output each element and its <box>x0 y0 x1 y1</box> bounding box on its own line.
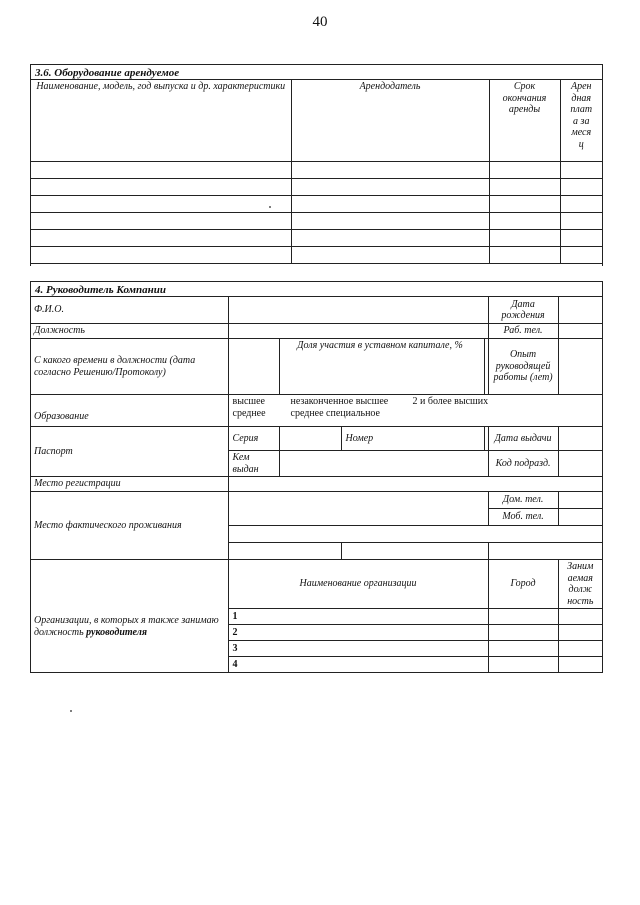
org-row-number[interactable]: 3 <box>228 641 488 657</box>
label-passport: Паспорт <box>31 427 228 477</box>
label-registration: Место регистрации <box>31 477 228 492</box>
table-cell[interactable] <box>489 179 560 196</box>
input-residence-3[interactable] <box>488 543 602 560</box>
table-cell[interactable] <box>560 179 602 196</box>
input-home-phone[interactable] <box>558 492 602 509</box>
table-cell[interactable] <box>31 230 291 247</box>
label-home-phone: Дом. тел. <box>488 492 558 509</box>
header-position-line: ность <box>567 595 594 607</box>
label-number: Номер <box>341 427 484 451</box>
table-cell[interactable] <box>489 162 560 179</box>
table-cell[interactable] <box>560 162 602 179</box>
page-number: 40 <box>312 14 328 30</box>
header-payment-line: Арен <box>570 81 592 92</box>
input-registration[interactable] <box>228 477 602 492</box>
scan-speck <box>269 206 271 208</box>
org-position-cell[interactable] <box>558 641 602 657</box>
company-head-table <box>31 296 602 673</box>
table-cell[interactable] <box>560 213 602 230</box>
label-work-phone: Раб. тел. <box>488 324 558 339</box>
header-payment-line: плат <box>570 104 593 115</box>
label-series: Серия <box>228 427 279 451</box>
edu-option-secondary-special[interactable]: среднее специальное <box>290 408 380 419</box>
input-issued-by[interactable] <box>279 451 488 477</box>
rented-equipment-table <box>31 79 602 264</box>
label-fio: Ф.И.О. <box>31 297 228 324</box>
edu-option-two-higher[interactable]: 2 и более высших <box>412 396 489 407</box>
input-residence-2[interactable] <box>341 543 488 560</box>
header-city: Город <box>488 560 558 609</box>
input-residence[interactable] <box>228 492 488 526</box>
input-experience[interactable] <box>558 339 602 395</box>
table-cell[interactable] <box>31 162 291 179</box>
table-cell[interactable] <box>291 179 489 196</box>
scan-speck <box>70 710 72 712</box>
header-position-line: долж <box>568 584 593 595</box>
education-options <box>228 395 602 427</box>
table-cell[interactable] <box>291 162 489 179</box>
label-education: Образование <box>31 395 228 427</box>
table-cell[interactable] <box>31 196 291 213</box>
header-monthly-payment <box>560 80 602 162</box>
label-since-when: С какого времени в должности (дата согласно Решению/Протоколу) <box>31 339 228 395</box>
input-series[interactable] <box>279 427 341 451</box>
table-cell[interactable] <box>291 247 489 264</box>
header-payment-line: дная <box>571 92 592 104</box>
org-row-number[interactable]: 4 <box>228 657 488 673</box>
input-residence-1[interactable] <box>228 543 341 560</box>
section-rented-equipment <box>30 64 603 266</box>
label-birth-date: Дата рождения <box>488 297 558 324</box>
table-cell[interactable] <box>489 213 560 230</box>
input-dept-code[interactable] <box>558 451 602 477</box>
input-position[interactable] <box>228 324 488 339</box>
header-payment-line: меся <box>571 127 592 138</box>
table-cell[interactable] <box>31 179 291 196</box>
org-city-cell[interactable] <box>488 609 558 625</box>
header-lessor: Арендодатель <box>291 80 489 162</box>
label-position: Должность <box>31 324 228 339</box>
table-cell[interactable] <box>560 230 602 247</box>
header-position-line: аемая <box>567 572 593 584</box>
label-organizations <box>31 560 228 673</box>
label-issue-date: Дата выдачи <box>488 427 558 451</box>
section-company-head <box>30 281 603 673</box>
edu-option-secondary[interactable]: среднее <box>232 408 266 419</box>
table-cell[interactable] <box>560 247 602 264</box>
table-cell[interactable] <box>31 213 291 230</box>
table-cell[interactable] <box>489 247 560 264</box>
org-position-cell[interactable] <box>558 625 602 641</box>
table-cell[interactable] <box>489 230 560 247</box>
org-city-cell[interactable] <box>488 625 558 641</box>
input-birth-date[interactable] <box>558 297 602 324</box>
header-org-name: Наименование организации <box>228 560 488 609</box>
header-position-line: Заним <box>567 561 594 572</box>
header-payment-line: ц <box>578 138 584 150</box>
input-issue-date[interactable] <box>558 427 602 451</box>
table-cell[interactable] <box>489 196 560 213</box>
header-equipment-name: Наименование, модель, год выпуска и др. характеристики <box>31 80 291 162</box>
input-fio[interactable] <box>228 297 488 324</box>
section-36-title: 3.6. Оборудование арендуемое <box>35 67 180 79</box>
org-row-number[interactable]: 1 <box>228 609 488 625</box>
table-cell[interactable] <box>31 247 291 264</box>
label-experience: Опыт руководящей работы (лет) <box>488 339 558 395</box>
label-issued-by: Кем выдан <box>228 451 279 477</box>
input-mobile-phone[interactable] <box>558 509 602 526</box>
input-since-when[interactable] <box>228 339 279 395</box>
org-position-cell[interactable] <box>558 657 602 673</box>
label-share: Доля участия в уставном капитале, % <box>279 339 484 395</box>
edu-option-incomplete-higher[interactable]: незаконченное высшее <box>290 396 389 407</box>
edu-option-higher[interactable]: высшее <box>232 396 265 407</box>
table-cell[interactable] <box>560 196 602 213</box>
label-mobile-phone: Моб. тел. <box>488 509 558 526</box>
table-cell[interactable] <box>291 230 489 247</box>
table-cell[interactable] <box>291 196 489 213</box>
header-lease-term: Срок окончания аренды <box>489 80 560 162</box>
org-position-cell[interactable] <box>558 609 602 625</box>
input-work-phone[interactable] <box>558 324 602 339</box>
section-4-title: 4. Руководитель Компании <box>35 284 167 296</box>
org-city-cell[interactable] <box>488 657 558 673</box>
header-position-held <box>558 560 602 609</box>
org-row-number[interactable]: 2 <box>228 625 488 641</box>
header-payment-line: а за <box>573 115 590 127</box>
label-residence: Место фактического проживания <box>31 492 228 560</box>
orgs-label-bold: руководителя <box>86 626 147 638</box>
input-residence-extra[interactable] <box>228 526 602 543</box>
label-dept-code: Код подразд. <box>488 451 558 477</box>
table-cell[interactable] <box>291 213 489 230</box>
org-city-cell[interactable] <box>488 641 558 657</box>
orgs-label-plain: Организации, в которых я также занимаю должность <box>34 615 219 638</box>
